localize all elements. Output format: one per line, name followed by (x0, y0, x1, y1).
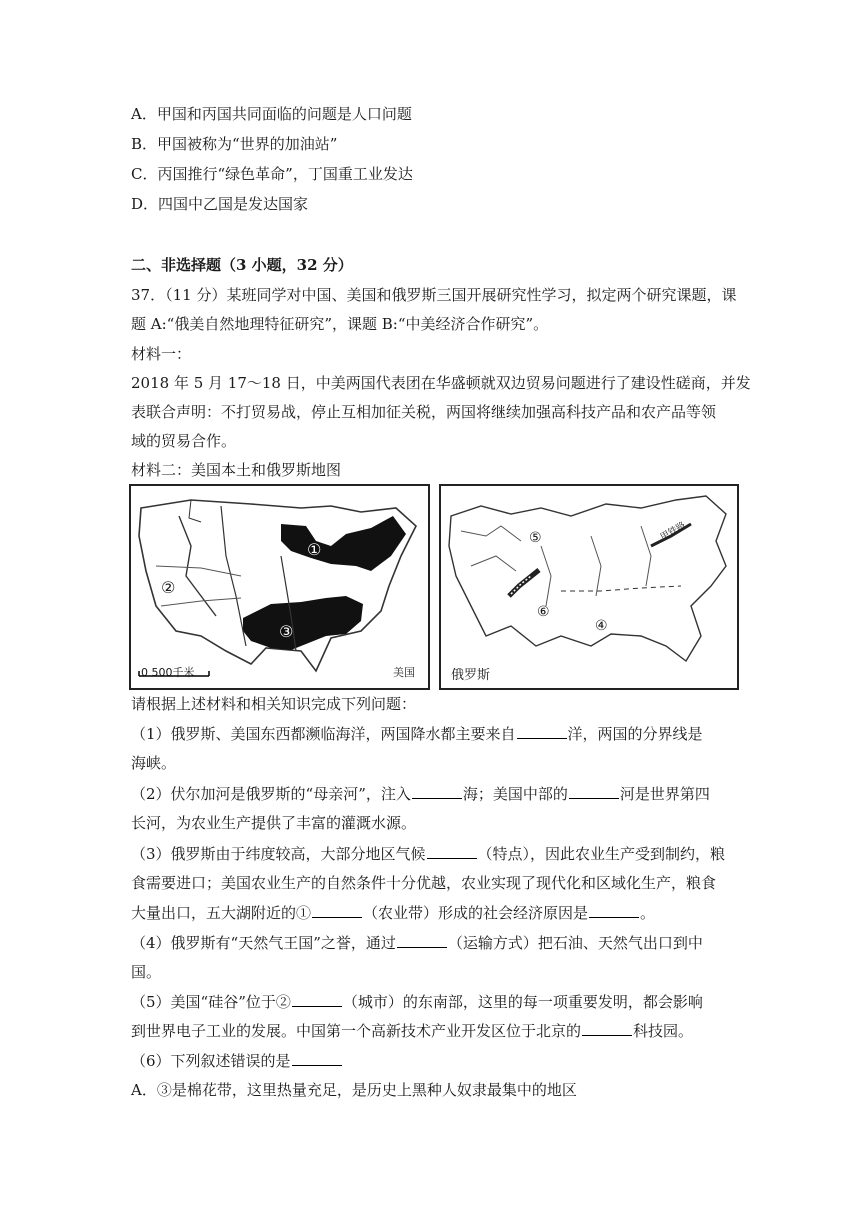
russia-label: 俄罗斯 (451, 668, 491, 683)
section-title: 二、非选择题（3 小题，32 分） (131, 256, 353, 274)
russia-marker-5: ⑤ (529, 530, 542, 546)
option-c: C．丙国推行“绿色革命”，丁国重工业发达 (131, 165, 413, 183)
q6-option-a: A．③是棉花带，这里热量充足，是历史上黑种人奴隶最集中的地区 (131, 1081, 577, 1099)
russia-marker-6: ⑥ (537, 604, 550, 620)
q2-text-a: （2）伏尔加河是俄罗斯的“母亲河”，注入 (131, 785, 411, 803)
option-a: A．甲国和丙国共同面临的问题是人口问题 (131, 105, 412, 123)
q1-text-b: 洋，两国的分界线是 (567, 725, 703, 743)
q1-text-a: （1）俄罗斯、美国东西都濒临海洋，两国降水都主要来自 (131, 725, 516, 743)
usa-map-drawing (131, 486, 428, 688)
q4-text-a: （4）俄罗斯有“天然气王国”之誉，通过 (131, 934, 396, 952)
q3-blank-3[interactable] (589, 903, 639, 918)
q3-line2 (131, 873, 716, 893)
q3-line1 (131, 844, 725, 864)
q37-line2: 题 A:“俄美自然地理特征研究”，课题 B:“中美经济合作研究”。 (131, 315, 549, 333)
usa-map (129, 484, 430, 690)
russia-marker-4: ④ (595, 618, 608, 634)
map-figure (129, 484, 739, 692)
q37-line1: 37．（11 分）某班同学对中国、美国和俄罗斯三国开展研究性学习，拟定两个研究课题，课 (131, 286, 737, 304)
q3-text-c: 食需要进口；美国农业生产的自然条件十分优越，农业实现了现代化和区域化生产，粮食 (131, 874, 717, 892)
q3-line3 (131, 903, 655, 923)
material1-line3: 域的贸易合作。 (131, 432, 237, 450)
q5-blank-1[interactable] (292, 992, 342, 1007)
usa-label: 美国 (393, 666, 415, 679)
q5-text-a: （5）美国“硅谷”位于② (131, 993, 291, 1011)
q1-text-c: 海峡。 (131, 754, 177, 772)
q3-blank-2[interactable] (312, 903, 362, 918)
q2-text-b: 海；美国中部的 (462, 785, 568, 803)
q4-text-c: 国。 (131, 963, 162, 981)
q4-line1 (131, 933, 703, 953)
q2-blank-1[interactable] (412, 784, 462, 799)
q3-text-a: （3）俄罗斯由于纬度较高，大部分地区气候 (131, 845, 426, 863)
material1-title: 材料一： (131, 345, 192, 363)
usa-scale: 0 500千米 (141, 666, 195, 679)
option-b: B．甲国被称为“世界的加油站” (131, 135, 338, 153)
q2-line2 (131, 813, 416, 833)
material1-line1: 2018 年 5 月 17～18 日，中美两国代表团在华盛顿就双边贸易问题进行了建设性磋商，并发 (131, 374, 751, 392)
q2-line1 (131, 784, 710, 804)
q2-blank-2[interactable] (569, 784, 619, 799)
q6-blank-1[interactable] (292, 1051, 342, 1066)
russia-map-drawing (441, 486, 737, 688)
material2-title: 材料二：美国本土和俄罗斯地图 (131, 461, 342, 479)
q1-line2 (131, 753, 176, 773)
q6-line1 (131, 1051, 343, 1071)
q5-blank-2[interactable] (582, 1021, 632, 1036)
usa-marker-3: ③ (279, 622, 294, 641)
q5-text-c: 到世界电子工业的发展。中国第一个高新技术产业开发区位于北京的 (131, 1022, 582, 1040)
q4-text-b: （运输方式）把石油、天然气出口到中 (447, 934, 703, 952)
usa-marker-1: ① (307, 540, 322, 559)
q5-line2 (131, 1021, 693, 1041)
q4-blank-1[interactable] (397, 933, 447, 948)
q1-line1 (131, 724, 703, 744)
q1-blank-1[interactable] (517, 724, 567, 739)
q5-text-d: 科技园。 (633, 1022, 694, 1040)
usa-marker-2: ② (161, 578, 176, 597)
q2-text-d: 长河，为农业生产提供了丰富的灌溉水源。 (131, 814, 417, 832)
q3-text-e: （农业带）形成的社会经济原因是 (363, 904, 589, 922)
instructions: 请根据上述材料和相关知识完成下列问题： (131, 695, 417, 713)
q3-blank-1[interactable] (427, 844, 477, 859)
q3-text-b: （特点），因此农业生产受到制约，粮 (477, 845, 726, 863)
q6-text-a: （6）下列叙述错误的是 (131, 1052, 291, 1070)
q2-text-c: 河是世界第四 (619, 785, 710, 803)
q3-text-d: 大量出口，五大湖附近的① (131, 904, 312, 922)
russia-railway-label: 甲铁路 (659, 520, 688, 543)
q5-text-b: （城市）的东南部，这里的每一项重要发明，都会影响 (342, 993, 703, 1011)
option-d: D．四国中乙国是发达国家 (131, 195, 309, 213)
russia-map (439, 484, 739, 690)
q3-text-f: 。 (640, 904, 656, 922)
material1-line2: 表联合声明：不打贸易战，停止互相加征关税，两国将继续加强高科技产品和农产品等领 (131, 403, 717, 421)
q5-line1 (131, 992, 703, 1012)
q4-line2 (131, 962, 161, 982)
